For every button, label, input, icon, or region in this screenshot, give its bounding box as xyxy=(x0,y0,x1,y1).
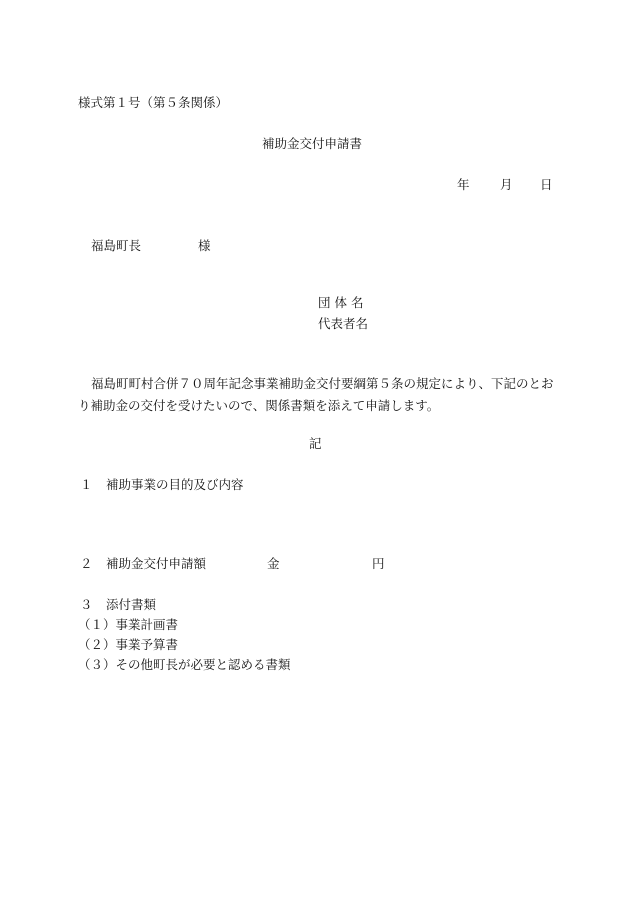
attachment-item xyxy=(78,619,178,632)
applicant-org-label: 団 体 名 xyxy=(318,295,364,310)
document-title: 補助金交付申請書 xyxy=(262,136,363,151)
item-2-label: 補助金交付申請額 xyxy=(106,556,207,571)
date-month-label: 月 xyxy=(500,177,513,192)
attachment-number: （２） xyxy=(78,637,116,652)
attachment-item xyxy=(78,639,178,652)
recipient-name: 福島町長 xyxy=(91,238,142,253)
amount-en: 円 xyxy=(372,556,385,571)
date-year-label: 年 xyxy=(457,177,470,192)
item-3-label: 添付書類 xyxy=(106,597,157,612)
attachment-item xyxy=(78,659,291,672)
applicant-rep-label: 代表者名 xyxy=(318,316,369,331)
attachment-text: 事業予算書 xyxy=(115,637,179,652)
attachment-text: その他町長が必要と認める書類 xyxy=(115,657,291,672)
item-1-label: 補助事業の目的及び内容 xyxy=(106,477,244,492)
item-3-number: ３ xyxy=(80,597,93,612)
recipient-honorific: 様 xyxy=(198,238,211,253)
attachment-text: 事業計画書 xyxy=(115,617,179,632)
item-1-number: １ xyxy=(80,477,93,492)
attachment-number: （３） xyxy=(78,657,116,672)
application-statement: 福島町町村合併７０周年記念事業補助金交付要綱第５条の規定により、下記のとおり補助金の交付を受けたいので、関係書類を添えて申請します。 xyxy=(78,376,554,413)
amount-kin: 金 xyxy=(267,556,280,571)
item-2-number: ２ xyxy=(80,556,93,571)
form-id: 様式第１号（第５条関係） xyxy=(78,95,229,110)
date-day-label: 日 xyxy=(540,177,553,192)
attachment-number: （１） xyxy=(78,617,116,632)
ki-heading: 記 xyxy=(309,436,322,451)
